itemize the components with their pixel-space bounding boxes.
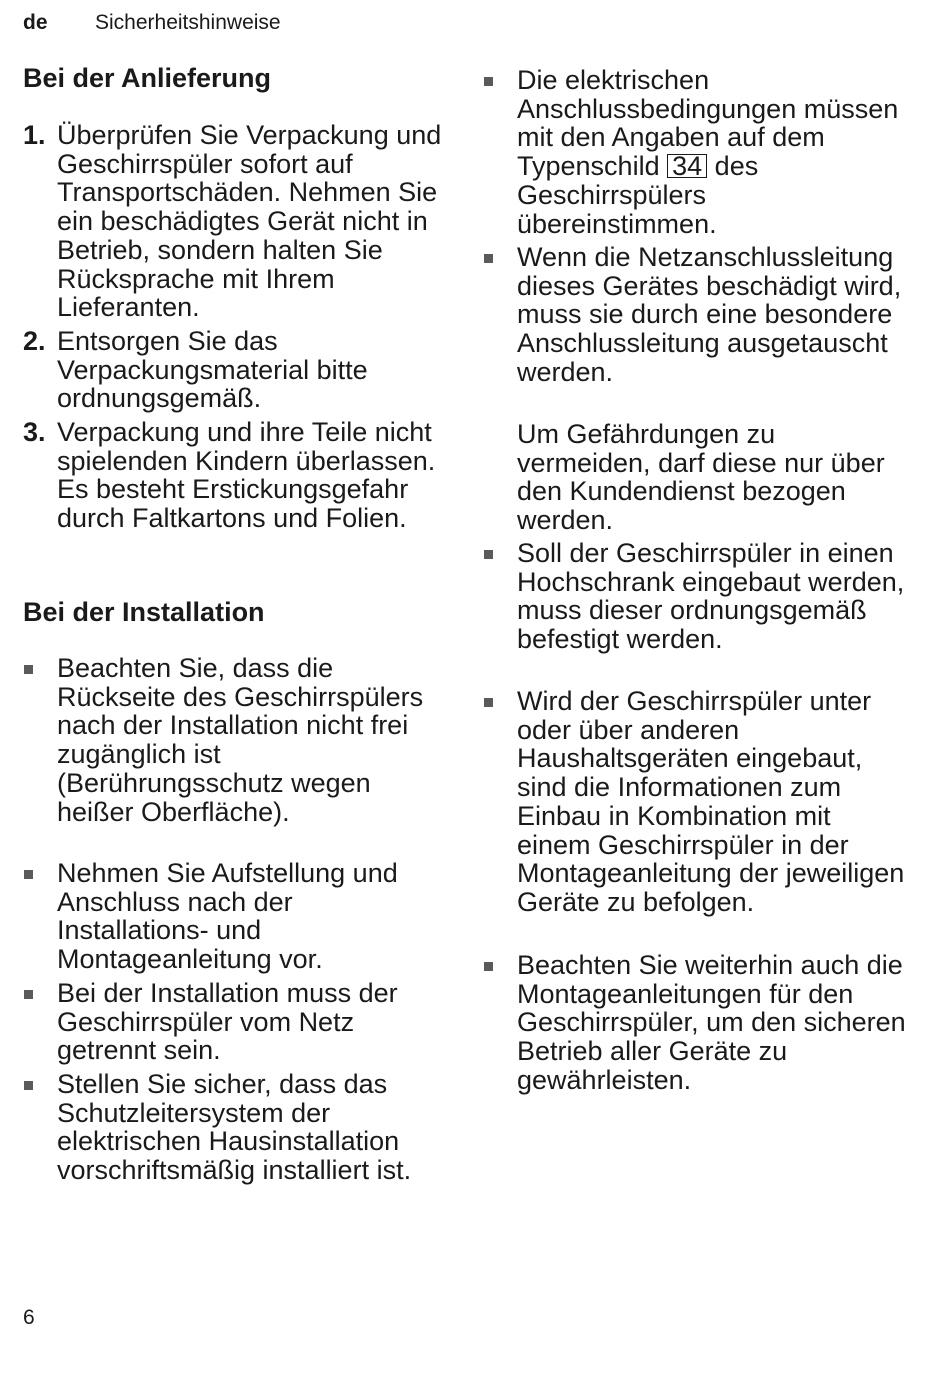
list-item xyxy=(483,243,908,387)
item-text: Verpackung und ihre Teile nicht spielenden Kindern überlassen. Es besteht Erstickungsgefahr durch Faltkartons und Folien. xyxy=(57,417,436,534)
list-item xyxy=(483,951,908,1095)
bullet-square-icon xyxy=(24,665,33,674)
item-text: Soll der Geschirrspüler in einen Hochschrank eingebaut werden, muss dieser ordnungsgemäß befestigt werden. xyxy=(517,538,905,655)
item-text: Wird der Geschirrspüler unter oder über anderen Haushaltsgeräten eingebaut, sind die Informationen zum Einbau in Kombination mit einem Geschirrspüler in der Montageanleitung der jeweiligen Geräte zu befolgen. xyxy=(517,686,905,917)
list-item xyxy=(23,979,448,1065)
bullet-square-icon xyxy=(484,254,493,263)
heading-delivery: Bei der Anlieferung xyxy=(23,63,272,93)
section-title: Sicherheitshinweise xyxy=(95,11,281,34)
list-item xyxy=(23,654,448,826)
item-text: Stellen Sie sicher, dass das Schutzleitersystem der elektrischen Hausinstallation vorschriftsmäßig installiert ist. xyxy=(57,1069,412,1186)
item-text: Überprüfen Sie Verpackung und Geschirrspüler sofort auf Transportschäden. Nehmen Sie ein beschädigtes Gerät nicht in Betrieb, sondern halten Sie Rücksprache mit Ihrem Lieferanten. xyxy=(57,120,442,323)
bullet-square-icon xyxy=(484,698,493,707)
item-text: Nehmen Sie Aufstellung und Anschluss nach der Installations- und Montageanleitung vor. xyxy=(57,858,398,975)
item-note: Um Gefährdungen zu vermeiden, darf diese nur über den Kundendienst bezogen werden. xyxy=(517,419,885,536)
list-item xyxy=(483,66,908,238)
bullet-square-icon xyxy=(484,77,493,86)
item-number: 2. xyxy=(23,326,46,356)
item-text: Bei der Installation muss der Geschirrspüler vom Netz getrennt sein. xyxy=(57,978,398,1066)
item-text: Beachten Sie, dass die Rückseite des Geschirrspülers nach der Installation nicht frei zugänglich ist (Berührungsschutz wegen heißer Oberfläche). xyxy=(57,653,424,827)
item-number: 1. xyxy=(23,120,46,150)
item-text: Wenn die Netzanschlussleitung dieses Gerätes beschädigt wird, muss sie durch eine besondere Anschlussleitung ausgetauscht werden. xyxy=(517,242,902,387)
list-item xyxy=(23,1070,448,1185)
item-text: Beachten Sie weiterhin auch die Montageanleitungen für den Geschirrspüler, um den sicheren Betrieb aller Geräte zu gewährleisten. xyxy=(517,950,906,1095)
figure-reference-box: 34 xyxy=(667,154,707,178)
item-text-part: des Geschirrspülers übereinstimmen. xyxy=(517,151,759,239)
list-item xyxy=(23,859,448,974)
list-item xyxy=(23,418,448,533)
page-header xyxy=(23,11,281,35)
list-item xyxy=(23,327,448,413)
list-item xyxy=(483,539,908,654)
bullet-square-icon xyxy=(484,550,493,559)
item-text: Entsorgen Sie das Verpackungsmaterial bitte ordnungsgemäß. xyxy=(57,326,368,414)
page-number: 6 xyxy=(23,1306,35,1329)
heading-installation: Bei der Installation xyxy=(23,597,265,627)
item-number: 3. xyxy=(23,417,46,447)
list-item xyxy=(23,121,448,322)
bullet-square-icon xyxy=(24,990,33,999)
bullet-square-icon xyxy=(24,1081,33,1090)
item-text-part: Die elektrischen Anschlussbedingungen müssen mit den Angaben auf dem Typenschild xyxy=(517,65,899,182)
bullet-square-icon xyxy=(24,870,33,879)
language-code: de xyxy=(23,11,48,34)
list-item xyxy=(483,687,908,917)
item-text xyxy=(517,66,908,238)
bullet-square-icon xyxy=(484,962,493,971)
